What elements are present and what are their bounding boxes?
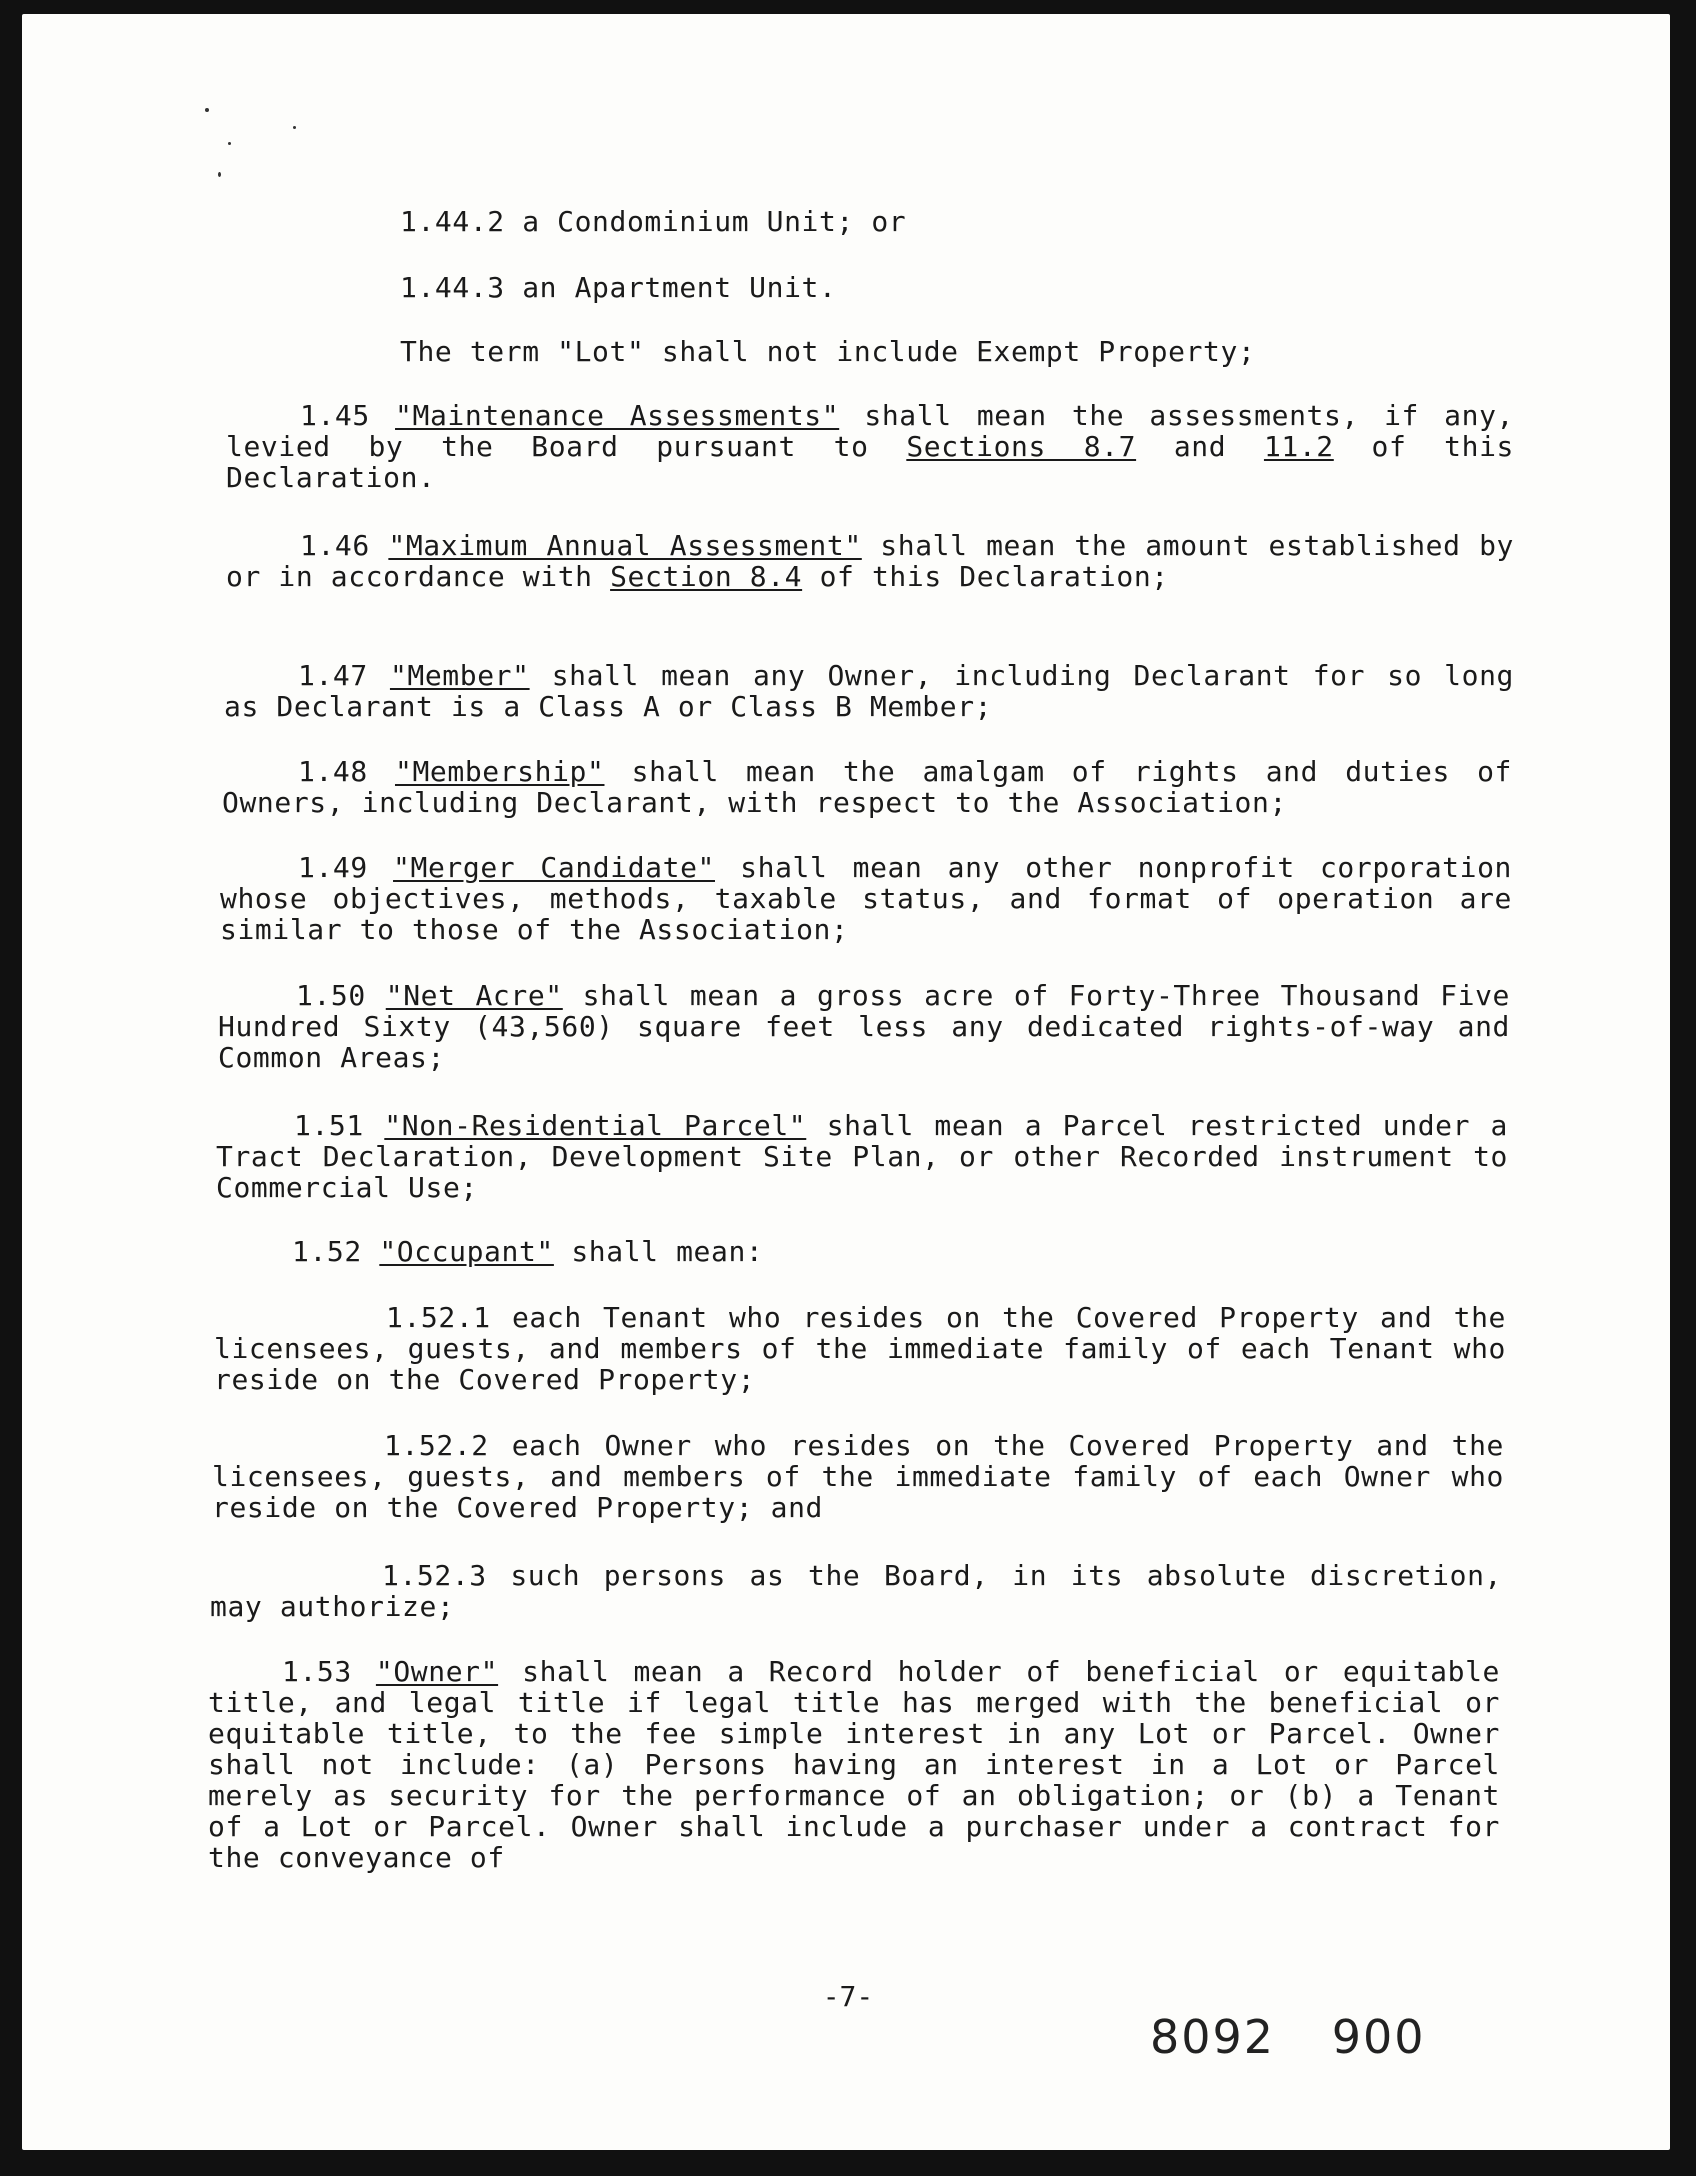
scan-speck	[228, 142, 231, 145]
section-reference: Section 8.4	[610, 560, 803, 593]
section-number: 1.53	[282, 1655, 352, 1688]
scan-speck	[293, 126, 296, 129]
scan-speck	[205, 108, 209, 112]
defined-term: "Net Acre"	[385, 979, 563, 1012]
section-text: shall mean a Record holder of beneficial or equitable title, and legal title if legal title has merged with the beneficial or equitable title, to the fee simple interest in any Lot or Parcel. Owner shall not include: (a) Persons having an interest in a Lot or Parcel merely as security for the performance of an obligation; or (b) a Tenant of a Lot or Parcel. Owner shall include a purchaser under a contract for the conveyance of	[208, 1655, 1500, 1874]
section-number: 1.47	[298, 659, 368, 692]
section-number: 1.52	[292, 1235, 362, 1268]
section-number: 1.46	[300, 529, 370, 562]
section-text: shall mean the assessments, if any, levied by the Board pursuant to	[226, 399, 1515, 463]
section-1-52-1: 1.52.1 each Tenant who resides on the Covered Property and the licensees, guests, and members of the immediate family of each Tenant who reside on the Covered Property;	[214, 1301, 1506, 1396]
section-text: shall mean the amalgam of rights and duties of Owners, including Declarant, with respect to the Association;	[222, 755, 1513, 819]
section-1-48	[222, 756, 1512, 818]
section-number: 1.50	[296, 979, 366, 1012]
section-reference: Sections 8.7	[906, 430, 1137, 463]
section-number: 1.49	[298, 851, 368, 884]
book-page-stamp: 8092 900	[1150, 2010, 1426, 2064]
defined-term: "Maximum Annual Assessment"	[388, 529, 862, 562]
section-1-52-2: 1.52.2 each Owner who resides on the Covered Property and the licensees, guests, and members of the immediate family of each Owner who reside on the Covered Property; and	[212, 1429, 1504, 1524]
section-number: 1.48	[298, 755, 368, 788]
defined-term: "Maintenance Assessments"	[395, 399, 840, 432]
section-text: shall mean a gross acre of Forty-Three Thousand Five Hundred Sixty (43,560) square feet less any dedicated rights-of-way and Common Areas;	[218, 979, 1510, 1074]
lot-exempt-note: The term "Lot" shall not include Exempt Property;	[400, 335, 1256, 368]
section-text: shall mean a Parcel restricted under a Tract Declaration, Development Site Plan, or other Recorded instrument to Commercial Use;	[216, 1109, 1508, 1204]
section-1-46	[226, 530, 1514, 592]
section-1-53	[208, 1656, 1500, 1873]
section-1-45	[226, 400, 1514, 493]
section-text: shall mean any other nonprofit corporation whose objectives, methods, taxable status, and format of operation are similar to those of the Association;	[220, 851, 1513, 946]
defined-term: "Non-Residential Parcel"	[384, 1109, 807, 1142]
section-1-52	[214, 1236, 1506, 1267]
section-text: and	[1136, 430, 1264, 463]
section-1-50	[218, 980, 1510, 1073]
section-1-51	[216, 1110, 1508, 1203]
item-1-44-3: 1.44.3 an Apartment Unit.	[400, 271, 837, 304]
defined-term: "Member"	[389, 659, 530, 692]
section-1-47	[224, 660, 1514, 722]
page-number: -7-	[822, 1980, 874, 2013]
section-number: 1.51	[294, 1109, 364, 1142]
defined-term: "Membership"	[394, 755, 605, 788]
section-number: 1.45	[300, 399, 370, 432]
section-text: of this Declaration;	[802, 560, 1169, 593]
section-text: of this Declaration.	[226, 430, 1514, 494]
section-text: shall mean:	[553, 1235, 764, 1268]
defined-term: "Merger Candidate"	[393, 851, 715, 884]
section-text: shall mean the amount established by or in accordance with	[226, 529, 1514, 593]
section-1-52-3: 1.52.3 such persons as the Board, in its absolute discretion, may authorize;	[210, 1559, 1502, 1623]
section-reference: 11.2	[1263, 430, 1334, 463]
defined-term: "Owner"	[375, 1655, 499, 1688]
item-1-44-2: 1.44.2 a Condominium Unit; or	[400, 205, 907, 238]
scan-speck	[218, 172, 221, 177]
section-1-49	[220, 852, 1512, 945]
defined-term: "Occupant"	[379, 1235, 554, 1268]
section-text: shall mean any Owner, including Declarant for so long as Declarant is a Class A or Class B Member;	[224, 659, 1514, 723]
